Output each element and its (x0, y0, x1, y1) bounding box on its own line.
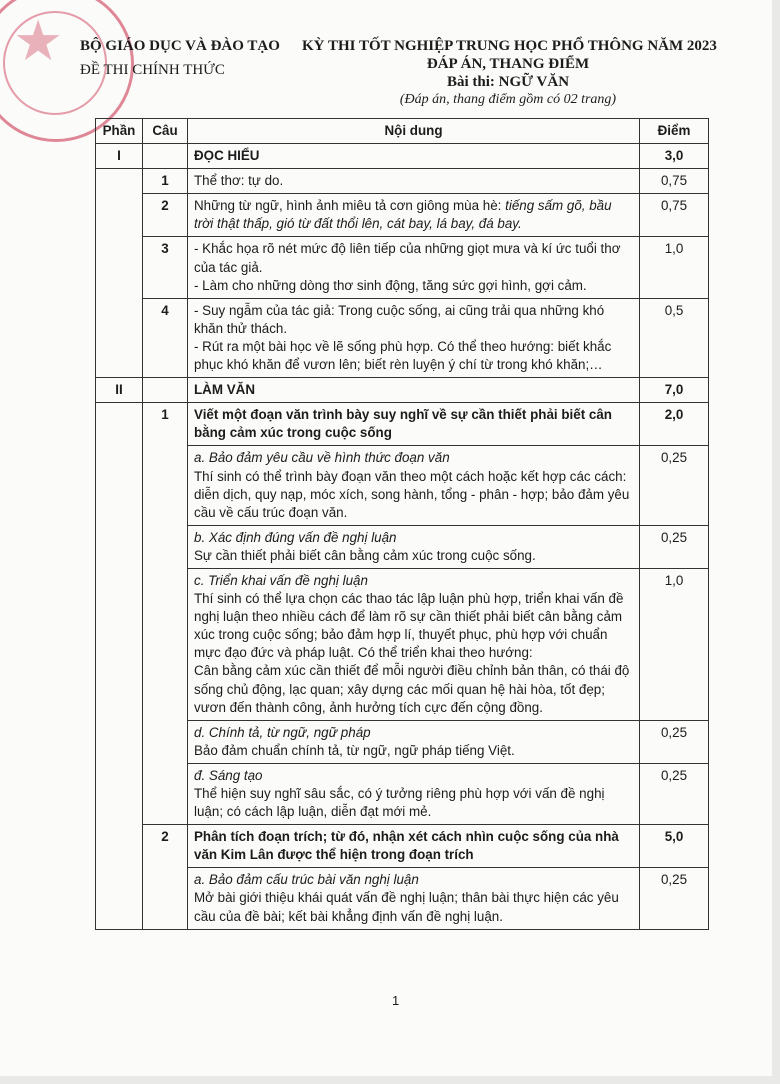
header-content: Nội dung (188, 119, 640, 144)
criterion-score: 0,25 (640, 446, 709, 525)
subject-title: Bài thi: NGỮ VĂN (446, 74, 570, 90)
criterion-score: 1,0 (640, 568, 709, 720)
header-question: Câu (143, 119, 188, 144)
question-answer: Thể thơ: tự do. (188, 169, 640, 194)
question-answer: Những từ ngữ, hình ảnh miêu tả cơn giông mùa hè: tiếng sấm gõ, bầu trời thật thấp, gió từ đất thổi lên, cát bay, lá bay, đá bay. (188, 194, 640, 237)
table-row (96, 720, 709, 763)
question-number: 2 (143, 825, 188, 929)
table-row (96, 868, 709, 929)
part-number: I (96, 144, 143, 169)
question-number: 1 (143, 169, 188, 194)
criterion: a. Bảo đảm cấu trúc bài văn nghị luận Mở bài giới thiệu khái quát vấn đề nghị luận; thân bài thực hiện các yêu cầu của đề bài; kết bài khẳng định vấn đề nghị luận. (188, 868, 640, 929)
table-row (96, 568, 709, 720)
criterion-score: 0,25 (640, 720, 709, 763)
question-answer: - Khắc họa rõ nét mức độ liên tiếp của những giọt mưa và kí ức tuổi thơ của tác giả. - Làm cho những dòng thơ sinh động, tăng sức gợi hình, gợi cảm. (188, 237, 640, 298)
table-header-row (96, 119, 709, 144)
table-row (96, 169, 709, 194)
table-row (96, 763, 709, 824)
header-score: Điểm (640, 119, 709, 144)
criterion: a. Bảo đảm yêu cầu về hình thức đoạn văn Thí sinh có thể trình bày đoạn văn theo một cách hoặc kết hợp các cách: diễn dịch, quy nạp, móc xích, song hành, tổng - phân - hợp; bảo đảm yêu cầu về cấu trúc đoạn văn. (188, 446, 640, 525)
exam-title: KỲ THI TỐT NGHIỆP TRUNG HỌC PHỔ THÔNG NĂM 2023 (302, 38, 717, 54)
ministry-name: BỘ GIÁO DỤC VÀ ĐÀO TẠO (80, 38, 280, 54)
page-number: 1 (392, 993, 400, 1008)
criterion-score: 0,25 (640, 868, 709, 929)
table-row (96, 378, 709, 403)
question-number: 2 (143, 194, 188, 237)
part-title: ĐỌC HIỂU (188, 144, 640, 169)
question-answer: - Suy ngẫm của tác giả: Trong cuộc sống, ai cũng trải qua những khó khăn thử thách. - Rút ra một bài học về lẽ sống phù hợp. Có thể theo hướng: biết khắc phục khó khăn để vươn lên; biết rèn luyện ý chí từ trong khó khăn;… (188, 298, 640, 377)
answer-table (95, 118, 709, 930)
part-title: LÀM VĂN (188, 378, 640, 403)
header-part: Phần (96, 119, 143, 144)
table-row (96, 525, 709, 568)
part-score: 7,0 (640, 378, 709, 403)
page-count-note: (Đáp án, thang điểm gồm có 02 trang) (399, 92, 617, 107)
criterion: b. Xác định đúng vấn đề nghị luận Sự cần thiết phải biết cân bằng cảm xúc trong cuộc sống. (188, 525, 640, 568)
criterion: c. Triển khai vấn đề nghị luận Thí sinh có thể lựa chọn các thao tác lập luận phù hợp, triển khai vấn đề nghị luận theo nhiều cách để làm rõ sự cần thiết phải biết cân bằng cảm xúc trong cuộc sống; bảo đảm hợp lí, thuyết phục, phù hợp với chuẩn mực đạo đức và pháp luật. Có thể triển khai theo hướng: Cân bằng cảm xúc cần thiết để mỗi người điều chỉnh bản thân, có thái độ sống chủ động, lạc quan; xây dựng các mối quan hệ hài hòa, tốt đẹp; vươn đến thành công, ảnh hưởng tích cực đến cộng đồng. (188, 568, 640, 720)
essay-prompt: Viết một đoạn văn trình bày suy nghĩ về sự cần thiết phải biết cân bằng cảm xúc trong cuộc sống (188, 403, 640, 446)
question-score: 1,0 (640, 237, 709, 298)
criterion-score: 0,25 (640, 525, 709, 568)
table-row (96, 298, 709, 377)
essay-score: 2,0 (640, 403, 709, 446)
table-row (96, 237, 709, 298)
criterion: d. Chính tả, từ ngữ, ngữ pháp Bảo đảm chuẩn chính tả, từ ngữ, ngữ pháp tiếng Việt. (188, 720, 640, 763)
answer-title: ĐÁP ÁN, THANG ĐIỂM (426, 56, 590, 72)
essay-score: 5,0 (640, 825, 709, 868)
table-row (96, 403, 709, 446)
question-score: 0,75 (640, 194, 709, 237)
table-row (96, 446, 709, 525)
seal-star-icon: ★ (13, 9, 64, 74)
question-number: 3 (143, 237, 188, 298)
question-number: 4 (143, 298, 188, 377)
table-row (96, 194, 709, 237)
question-score: 0,5 (640, 298, 709, 377)
criterion-score: 0,25 (640, 763, 709, 824)
official-label: ĐỀ THI CHÍNH THỨC (80, 62, 225, 78)
question-number: 1 (143, 403, 188, 825)
essay-prompt: Phân tích đoạn trích; từ đó, nhận xét cách nhìn cuộc sống của nhà văn Kim Lân được thể hiện trong đoạn trích (188, 825, 640, 868)
question-score: 0,75 (640, 169, 709, 194)
part-number: II (96, 378, 143, 403)
criterion: đ. Sáng tạo Thể hiện suy nghĩ sâu sắc, có ý tưởng riêng phù hợp với vấn đề nghị luận; có cách lập luận, diễn đạt mới mẻ. (188, 763, 640, 824)
table-row (96, 144, 709, 169)
part-score: 3,0 (640, 144, 709, 169)
table-row (96, 825, 709, 868)
